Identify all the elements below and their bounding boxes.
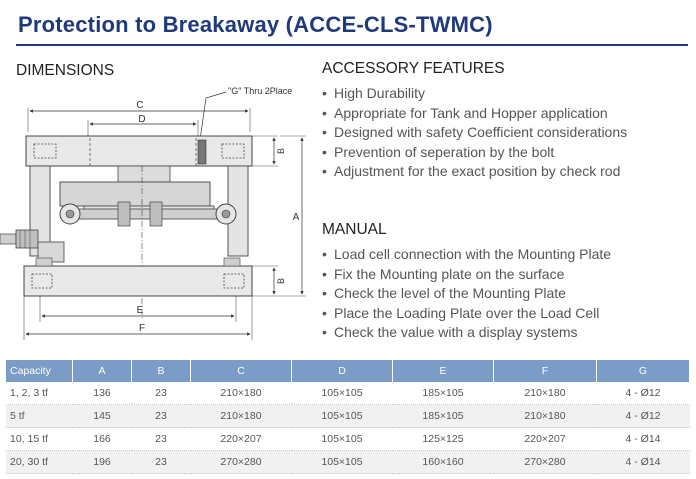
rod-nut-right	[150, 202, 162, 226]
cell-capacity: 1, 2, 3 tf	[6, 382, 73, 405]
cell-c: 210×180	[191, 382, 292, 405]
cell-e: 185×105	[393, 382, 494, 405]
cell-g: 4 - Ø14	[597, 428, 690, 451]
col-header-b: B	[132, 360, 191, 382]
cell-c: 270×280	[191, 451, 292, 474]
label-c: C	[136, 100, 144, 111]
cell-f: 220×207	[494, 428, 597, 451]
manual-item: • Place the Loading Plate over the Load Cell	[322, 304, 611, 324]
label-b-bottom: B	[276, 277, 286, 285]
cell-g: 4 - Ø14	[597, 451, 690, 474]
label-b-top: B	[276, 147, 286, 155]
cell-capacity: 10, 15 tf	[6, 428, 73, 451]
page-title: Protection to Breakaway (ACCE-CLS-TWMC)	[18, 12, 493, 37]
cell-d: 105×105	[292, 405, 393, 428]
cell-a: 166	[73, 428, 132, 451]
feature-item: • Prevention of seperation by the bolt	[322, 143, 627, 163]
cell-capacity: 5 tf	[6, 405, 73, 428]
label-e: E	[136, 305, 144, 316]
title-underline	[16, 44, 688, 46]
col-header-d: D	[292, 360, 393, 382]
col-header-c: C	[191, 360, 292, 382]
col-header-f: F	[494, 360, 597, 382]
load-button	[118, 166, 170, 182]
table-row	[6, 451, 690, 474]
cell-b: 23	[132, 405, 191, 428]
cable	[0, 234, 16, 244]
col-header-e: E	[393, 360, 494, 382]
col-header-a: A	[73, 360, 132, 382]
top-loading-plate	[26, 136, 252, 166]
feature-item: • Designed with safety Coefficient considerations	[322, 123, 627, 143]
manual-item: • Check the value with a display systems	[322, 323, 611, 343]
cell-b: 23	[132, 451, 191, 474]
label-a: A	[292, 212, 300, 223]
manual-heading: MANUAL	[322, 221, 387, 238]
accessory-features-list	[322, 84, 627, 182]
cell-capacity: 20, 30 tf	[6, 451, 73, 474]
table-row	[6, 382, 690, 405]
col-header-g: G	[597, 360, 690, 382]
specification-table	[6, 360, 690, 474]
table-row	[6, 428, 690, 451]
cell-e: 185×105	[393, 405, 494, 428]
cell-c: 220×207	[191, 428, 292, 451]
bottom-mounting-plate	[24, 266, 252, 296]
cell-d: 105×105	[292, 428, 393, 451]
dimension-drawing	[0, 82, 312, 352]
cell-b: 23	[132, 428, 191, 451]
label-d: D	[138, 114, 146, 125]
cell-e: 125×125	[393, 428, 494, 451]
cell-f: 270×280	[494, 451, 597, 474]
feature-item: • High Durability	[322, 84, 627, 104]
col-header-capacity: Capacity	[6, 360, 73, 382]
manual-item: • Load cell connection with the Mounting Plate	[322, 245, 611, 265]
cell-g: 4 - Ø12	[597, 382, 690, 405]
cell-g: 4 - Ø12	[597, 405, 690, 428]
cell-a: 136	[73, 382, 132, 405]
cell-f: 210×180	[494, 382, 597, 405]
table-header-row	[6, 360, 690, 382]
manual-item: • Fix the Mounting plate on the surface	[322, 265, 611, 285]
g-thru-note: "G" Thru 2Place	[228, 86, 293, 96]
table-row	[6, 405, 690, 428]
manual-item: • Check the level of the Mounting Plate	[322, 284, 611, 304]
cell-a: 145	[73, 405, 132, 428]
g-leader-line	[200, 92, 226, 140]
cell-d: 105×105	[292, 451, 393, 474]
rod-nut-left	[118, 202, 130, 226]
load-cell-body	[60, 182, 210, 206]
dimensions-heading: DIMENSIONS	[16, 62, 115, 79]
feature-item: • Appropriate for Tank and Hopper application	[322, 104, 627, 124]
accessory-features-heading: ACCESSORY FEATURES	[322, 60, 505, 77]
cell-d: 105×105	[292, 382, 393, 405]
cable-gland	[16, 230, 38, 248]
cell-a: 196	[73, 451, 132, 474]
top-bolt	[198, 140, 206, 164]
cell-e: 160×160	[393, 451, 494, 474]
title-bar	[0, 0, 696, 46]
cell-f: 210×180	[494, 405, 597, 428]
feature-item: • Adjustment for the exact position by check rod	[322, 162, 627, 182]
cell-c: 210×180	[191, 405, 292, 428]
manual-steps-list	[322, 245, 611, 343]
label-f: F	[138, 323, 146, 334]
cell-b: 23	[132, 382, 191, 405]
